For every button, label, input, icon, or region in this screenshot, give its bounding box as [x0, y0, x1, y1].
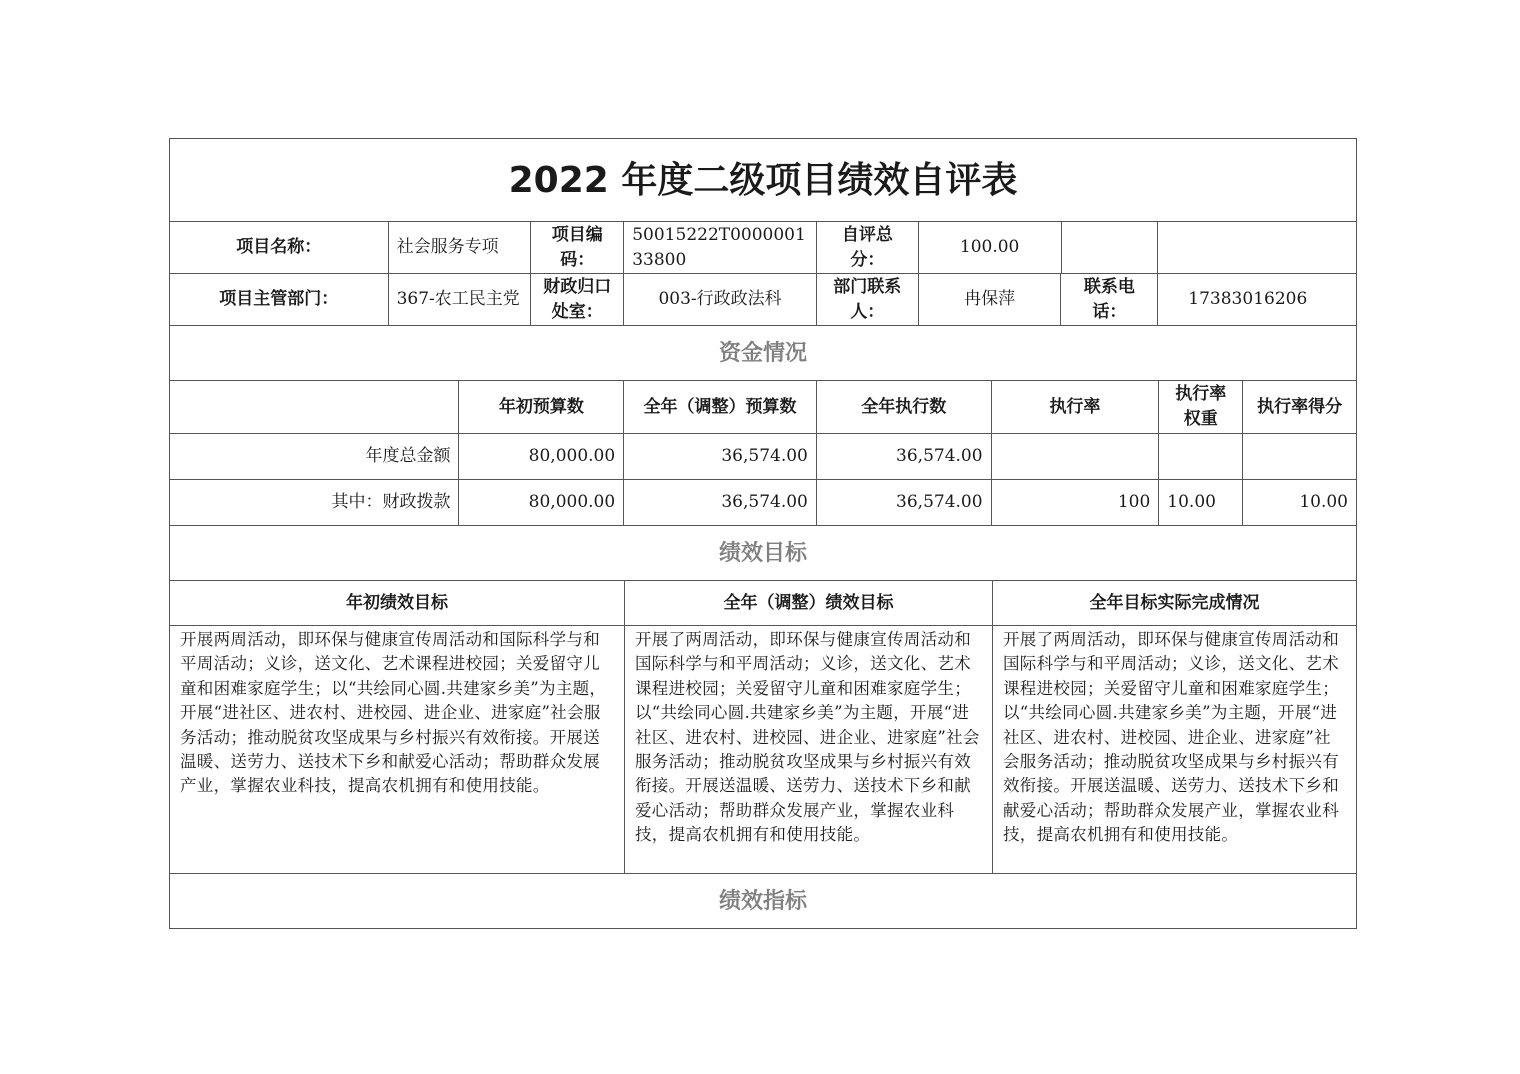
funds-section-row — [170, 325, 1356, 380]
empty-cell — [170, 381, 458, 433]
finance-office-label: 财政归口处室： — [530, 274, 623, 325]
dept-value: 367-农工民主党 — [388, 274, 531, 325]
indicators-section-title: 绩效指标 — [718, 888, 807, 914]
rate-weight — [1158, 434, 1242, 479]
finance-office-value: 003-行政政法科 — [623, 274, 816, 325]
phone-value: 17383016206 — [1157, 274, 1356, 325]
column-header: 全年（调整）预算数 — [623, 381, 816, 433]
column-header: 执行率权重 — [1158, 381, 1242, 433]
dept-label: 项目主管部门： — [219, 289, 339, 309]
page-title: 2022 年度二级项目绩效自评表 — [508, 159, 1018, 201]
project-code-value: 50015222T000000133800 — [623, 222, 816, 273]
initial-budget: 80,000.00 — [458, 480, 623, 525]
initial-goal-text: 开展两周活动，即环保与健康宣传周活动和国际科学与和平周活动；义诊，送文化、艺术课程进校园；关爱留守儿童和困难家庭学生；以“共绘同心圆.共建家乡美”为主题，开展“进社区、进农村、进校园、进企业、进家庭”社会服务活动；推动脱贫攻坚成果与乡村振兴有效衔接。开展送温暖、送劳力、送技术下乡和献爱心活动；帮助群众发展产业，掌握农业科技，提高农机拥有和使用技能。 — [180, 630, 607, 796]
adjusted-budget: 36,574.00 — [623, 434, 816, 479]
title-row — [170, 139, 1356, 221]
goals-header-row — [170, 580, 1356, 625]
table-row — [170, 433, 1356, 479]
executed-amount: 36,574.00 — [816, 480, 991, 525]
score-value: 100.00 — [918, 222, 1061, 273]
project-name-label: 项目名称： — [236, 237, 322, 257]
rate-score: 10.00 — [1242, 480, 1356, 525]
execution-rate: 100 — [991, 480, 1159, 525]
funds-section-title: 资金情况 — [718, 340, 807, 366]
phone-label: 联系电话： — [1060, 274, 1157, 325]
column-header: 执行率得分 — [1242, 381, 1356, 433]
project-name-value: 社会服务专项 — [388, 222, 531, 273]
empty-cell — [1061, 222, 1158, 273]
project-code-label: 项目编码： — [530, 222, 623, 273]
column-header: 全年目标实际完成情况 — [992, 581, 1356, 625]
column-header: 全年执行数 — [816, 381, 991, 433]
info-row-1 — [170, 221, 1356, 273]
actual-completion-text: 开展了两周活动，即环保与健康宣传周活动和国际科学与和平周活动；义诊，送文化、艺术课程进校园；关爱留守儿童和困难家庭学生；以“共绘同心圆.共建家乡美”为主题，开展“进社区、进农村、进校园、进企业、进家庭”社会服务活动；推动脱贫攻坚成果与乡村振兴有效衔接。开展送温暖、送劳力、送技术下乡和献爱心活动；帮助群众发展产业，掌握农业科技，提高农机拥有和使用技能。 — [992, 626, 1356, 873]
column-header: 全年（调整）绩效目标 — [624, 581, 992, 625]
goals-content-row — [170, 625, 1356, 873]
column-header: 年初绩效目标 — [346, 592, 448, 613]
initial-budget: 80,000.00 — [458, 434, 623, 479]
row-label: 年度总金额 — [365, 446, 451, 466]
row-label: 其中：财政拨款 — [331, 492, 451, 512]
execution-rate — [991, 434, 1159, 479]
goals-section-row — [170, 525, 1356, 580]
funds-header-row — [170, 380, 1356, 433]
adjusted-goal-text: 开展了两周活动，即环保与健康宣传周活动和国际科学与和平周活动；义诊，送文化、艺术课程进校园；关爱留守儿童和困难家庭学生；以“共绘同心圆.共建家乡美”为主题，开展“进社区、进农村、进校园、进企业、进家庭”社会服务活动；推动脱贫攻坚成果与乡村振兴有效衔接。开展送温暖、送劳力、送技术下乡和献爱心活动；帮助群众发展产业，掌握农业科技，提高农机拥有和使用技能。 — [624, 626, 992, 873]
score-label: 自评总分： — [816, 222, 918, 273]
column-header: 执行率 — [991, 381, 1159, 433]
info-row-2 — [170, 273, 1356, 325]
rate-score — [1242, 434, 1356, 479]
contact-value: 冉保萍 — [918, 274, 1061, 325]
indicators-section-row — [170, 873, 1356, 928]
table-row — [170, 479, 1356, 525]
adjusted-budget: 36,574.00 — [623, 480, 816, 525]
evaluation-form — [169, 138, 1357, 929]
column-header: 年初预算数 — [458, 381, 623, 433]
empty-cell — [1157, 222, 1356, 273]
rate-weight: 10.00 — [1158, 480, 1242, 525]
executed-amount: 36,574.00 — [816, 434, 991, 479]
contact-label: 部门联系人： — [816, 274, 918, 325]
goals-section-title: 绩效目标 — [718, 540, 807, 566]
